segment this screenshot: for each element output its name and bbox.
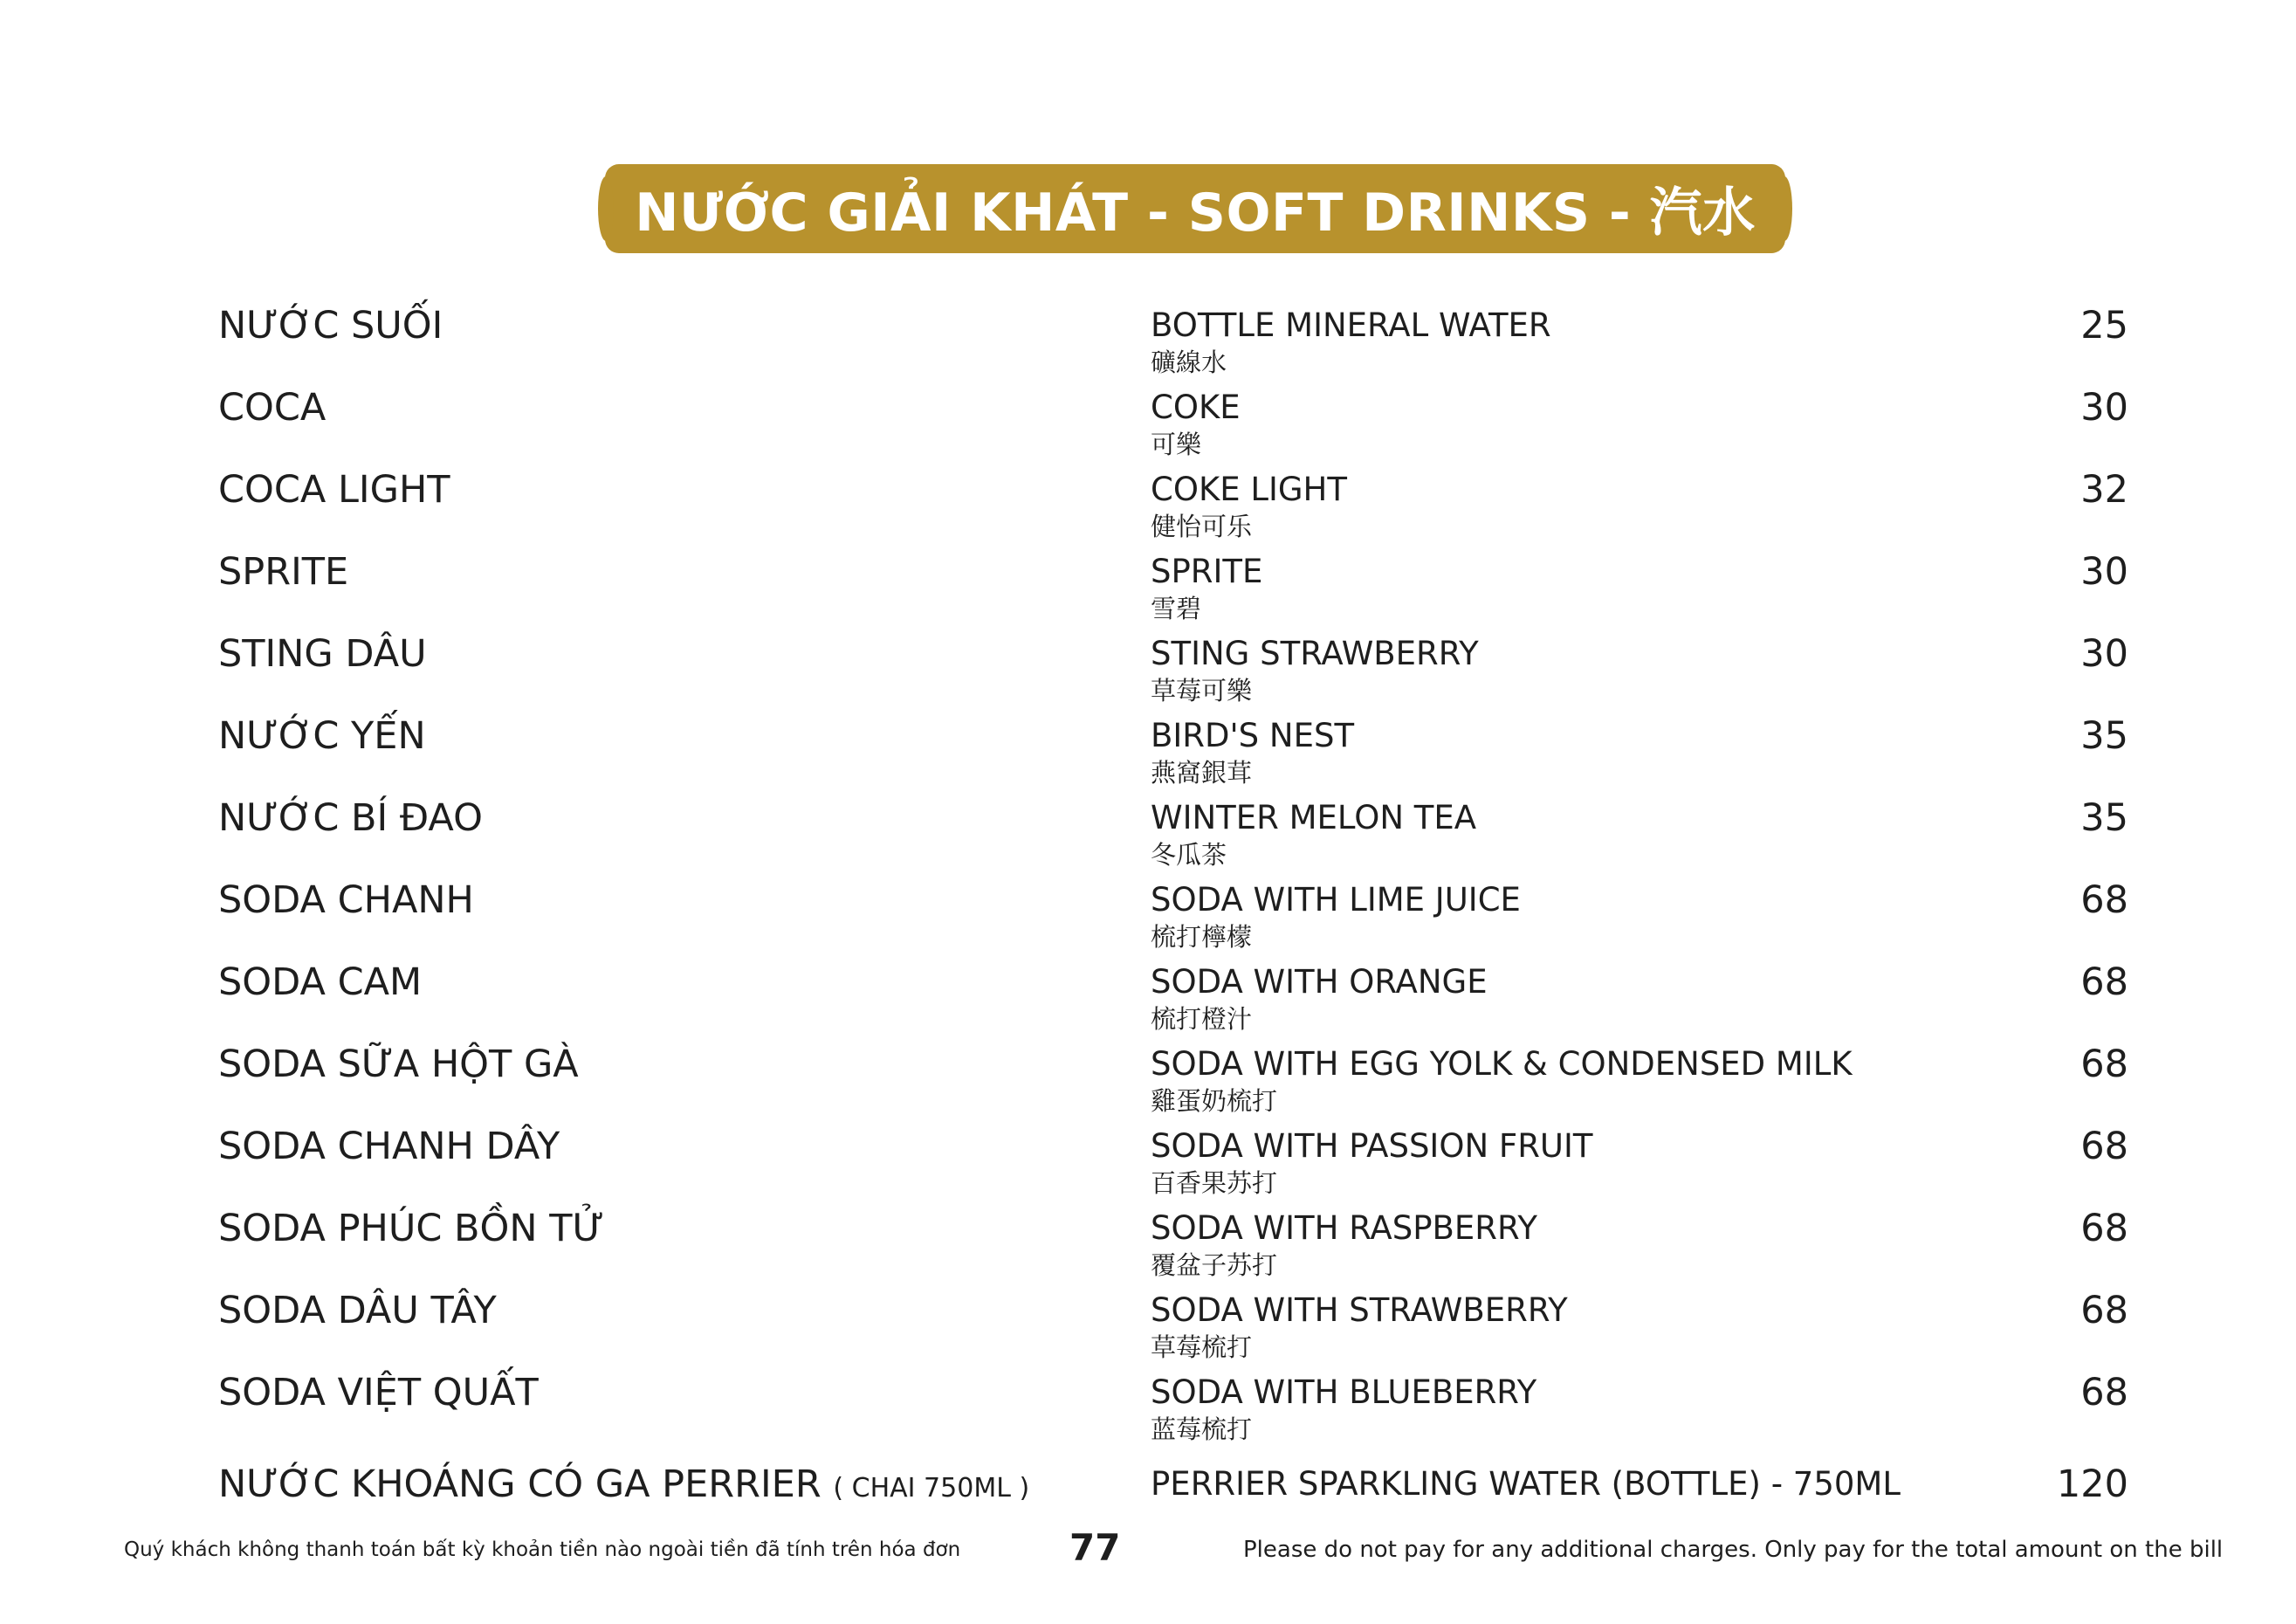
menu-item — [0, 547, 2296, 630]
item-name-zh: 健怡可乐 — [1151, 512, 1253, 541]
menu-item — [0, 794, 2296, 876]
item-price: 68 — [2080, 878, 2128, 922]
item-name-vn: NƯỚC SUỐI — [218, 304, 443, 348]
item-name-vn: SODA PHÚC BỒN TỬ — [218, 1207, 605, 1250]
item-name-en: SODA WITH RASPBERRY — [1151, 1209, 1537, 1247]
page-number: 77 — [1069, 1526, 1121, 1569]
item-name-en: WINTER MELON TEA — [1151, 799, 1477, 836]
item-name-zh: 覆盆子苏打 — [1151, 1250, 1278, 1280]
item-price: 68 — [2080, 960, 2128, 1004]
item-name-vn: STING DÂU — [218, 632, 427, 676]
item-name-en: SODA WITH BLUEBERRY — [1151, 1373, 1537, 1411]
item-name-en: SODA WITH LIME JUICE — [1151, 881, 1521, 919]
item-name-zh: 冬瓜茶 — [1151, 840, 1227, 870]
item-name-vn: SODA VIỆT QUẤT — [218, 1371, 539, 1414]
menu-item — [0, 301, 2296, 383]
item-name-zh: 梳打檸檬 — [1151, 922, 1253, 952]
item-name-vn: SODA CAM — [218, 960, 423, 1004]
item-price: 30 — [2080, 550, 2128, 594]
item-name-en: SPRITE — [1151, 553, 1263, 590]
item-name-en: SODA WITH EGG YOLK & CONDENSED MILK — [1151, 1045, 1853, 1083]
item-price: 35 — [2080, 796, 2128, 840]
item-name-en: SODA WITH STRAWBERRY — [1151, 1291, 1568, 1329]
item-size-note: ( CHAI 750ML ) — [833, 1473, 1030, 1504]
item-price: 68 — [2080, 1043, 2128, 1086]
menu-item — [0, 1286, 2296, 1368]
item-name-zh: 燕窩銀茸 — [1151, 758, 1253, 788]
item-name-vn: SODA DÂU TÂY — [218, 1289, 497, 1332]
item-price: 68 — [2080, 1207, 2128, 1250]
menu-item — [0, 1040, 2296, 1122]
menu-item — [0, 876, 2296, 958]
item-price: 32 — [2080, 468, 2128, 512]
item-name-vn: COCA LIGHT — [218, 468, 450, 512]
item-name-zh: 可樂 — [1151, 430, 1202, 459]
section-banner — [605, 164, 1785, 253]
menu-item — [0, 1122, 2296, 1204]
item-name-en: BOTTLE MINERAL WATER — [1151, 306, 1551, 344]
item-name-zh: 蓝莓梳打 — [1151, 1414, 1253, 1444]
item-name-zh: 雪碧 — [1151, 594, 1202, 623]
menu-item — [0, 383, 2296, 465]
item-price: 68 — [2080, 1125, 2128, 1168]
item-name-vn: SODA SỮA HỘT GÀ — [218, 1043, 579, 1086]
item-name-vn — [218, 1460, 1029, 1513]
footer-note-vn: Quý khách không thanh toán bất kỳ khoản tiền nào ngoài tiền đã tính trên hóa đơn — [124, 1538, 961, 1561]
item-name-zh: 草莓梳打 — [1151, 1332, 1253, 1362]
menu-item — [0, 1460, 2296, 1542]
item-name-zh: 雞蛋奶梳打 — [1151, 1086, 1278, 1116]
item-price: 68 — [2080, 1371, 2128, 1414]
item-name-vn: NƯỚC YẾN — [218, 714, 426, 758]
item-name-vn-text: NƯỚC KHOÁNG CÓ GA PERRIER — [218, 1462, 821, 1506]
item-name-vn: SODA CHANH — [218, 878, 474, 922]
item-name-en: SODA WITH ORANGE — [1151, 963, 1488, 1001]
item-name-vn: SODA CHANH DÂY — [218, 1125, 560, 1168]
item-name-en: STING STRAWBERRY — [1151, 635, 1479, 672]
item-name-zh: 礦線水 — [1151, 348, 1227, 377]
item-name-vn: COCA — [218, 386, 327, 430]
menu-item — [0, 630, 2296, 712]
menu-item — [0, 465, 2296, 547]
item-name-vn: SPRITE — [218, 550, 349, 594]
item-name-en: BIRD'S NEST — [1151, 717, 1355, 754]
item-name-zh: 草莓可樂 — [1151, 676, 1253, 705]
item-price: 35 — [2080, 714, 2128, 758]
menu-item — [0, 712, 2296, 794]
item-name-en: SODA WITH PASSION FRUIT — [1151, 1127, 1593, 1165]
menu-item — [0, 958, 2296, 1040]
item-price: 30 — [2080, 632, 2128, 676]
section-title: NƯỚC GIẢI KHÁT - SOFT DRINKS - 汽水 — [635, 182, 1756, 244]
item-price: 120 — [2056, 1462, 2128, 1506]
item-name-zh: 梳打橙汁 — [1151, 1004, 1253, 1034]
item-price: 25 — [2080, 304, 2128, 348]
item-price: 30 — [2080, 386, 2128, 430]
footer-note-en: Please do not pay for any additional charges. Only pay for the total amount on the bill — [1243, 1537, 2224, 1563]
item-name-zh: 百香果苏打 — [1151, 1168, 1278, 1198]
item-name-en: PERRIER SPARKLING WATER (BOTTLE) - 750ML — [1151, 1465, 1901, 1503]
item-name-en: COKE — [1151, 389, 1241, 426]
item-price: 68 — [2080, 1289, 2128, 1332]
menu-item — [0, 1204, 2296, 1286]
menu-item — [0, 1368, 2296, 1450]
item-name-vn: NƯỚC BÍ ĐAO — [218, 796, 483, 840]
item-name-en: COKE LIGHT — [1151, 471, 1347, 508]
